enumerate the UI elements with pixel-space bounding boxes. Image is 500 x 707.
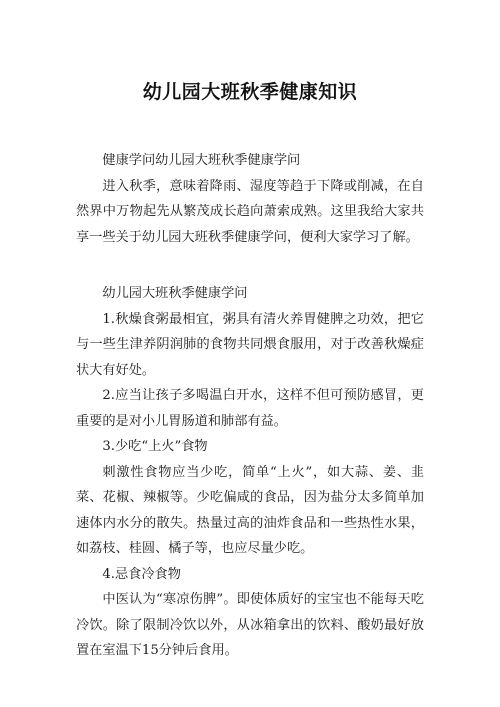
intro-block [76, 148, 424, 250]
list-item: 刺激性食物应当少吃，简单“上火”，如大蒜、姜、韭菜、花椒、辣椒等。少吃偏咸的食品，因为盐分太多简单加速体内水分的散失。热量过高的油炸食品和一些热性水果，如荔枝、桂圆、橘子等，也应尽量少吃。 [76, 464, 424, 556]
section-heading: 幼儿园大班秋季健康学问 [102, 286, 248, 301]
list-item: 3.少吃“上火”食物 [102, 439, 208, 454]
intro-heading: 健康学问幼儿园大班秋季健康学问 [102, 153, 301, 168]
section-block [76, 281, 424, 664]
list-item: 2.应当让孩子多喝温白开水，这样不但可预防感冒，更重要的是对小儿胃肠道和肺部有益。 [76, 388, 424, 429]
document-title: 幼儿园大班秋季健康知识 [142, 81, 358, 103]
list-item: 1.秋燥食粥最相宜，粥具有清火养胃健脾之功效，把它与一些生津养阴润肺的食物共同煨食服用，对于改善秋燥症状大有好处。 [76, 311, 424, 378]
list-item: 中医认为“寒凉伤脾”。即使体质好的宝宝也不能每天吃冷饮。除了限制冷饮以外，从冰箱拿出的饮料、酸奶最好放置在室温下15分钟后食用。 [76, 592, 424, 658]
list-item: 4.忌食冷食物 [102, 566, 181, 582]
intro-paragraph: 进入秋季，意味着降雨、湿度等趋于下降或削减，在自然界中万物起先从繁茂成长趋向萧索成熟。这里我给大家共享一些关于幼儿园大班秋季健康学问，便利大家学习了解。 [76, 178, 424, 245]
